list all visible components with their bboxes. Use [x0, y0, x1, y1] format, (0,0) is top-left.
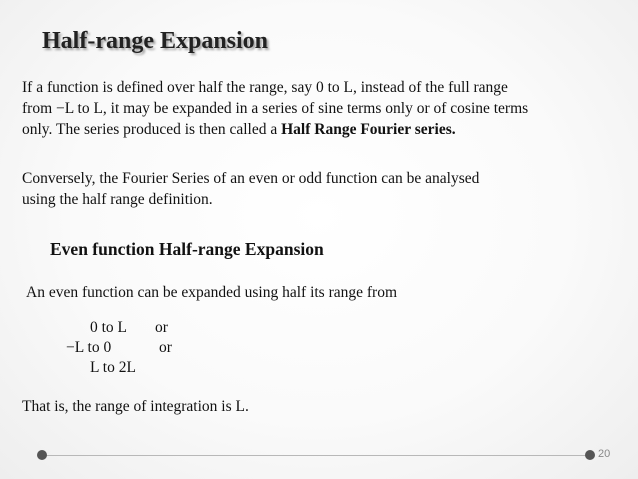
half-range-fourier-term: Half Range Fourier series. [281, 121, 456, 138]
range-text: L to 2L [90, 359, 136, 376]
footer-dot-right [585, 450, 595, 460]
range-connector: or [159, 339, 172, 356]
footer-dot-left [37, 450, 47, 460]
even-function-paragraph: An even function can be expanded using half its range from [26, 284, 398, 301]
range-text: −L to 0 [66, 339, 112, 356]
even-function-heading: Even function Half-range Expansion [50, 239, 324, 259]
slide-title: Half-range Expansion [42, 28, 269, 54]
converse-paragraph [22, 168, 479, 210]
intro-line-1: If a function is defined over half the range, say 0 to L, instead of the full range [22, 79, 508, 96]
converse-line-1: Conversely, the Fourier Series of an even or odd function can be analysed [22, 170, 480, 187]
integration-range-paragraph: That is, the range of integration is L. [22, 398, 249, 415]
range-text: 0 to L [90, 319, 128, 336]
intro-paragraph [22, 77, 528, 140]
intro-line-2: from −L to L, it may be expanded in a series of sine terms only or of cosine terms [22, 100, 529, 117]
converse-line-2: using the half range definition. [22, 191, 213, 208]
range-connector: or [155, 319, 168, 336]
intro-line-3-text: only. The series produced is then called a [22, 121, 282, 138]
page-number: 20 [598, 448, 611, 460]
intro-line-3 [22, 119, 528, 140]
footer-divider [42, 455, 590, 456]
